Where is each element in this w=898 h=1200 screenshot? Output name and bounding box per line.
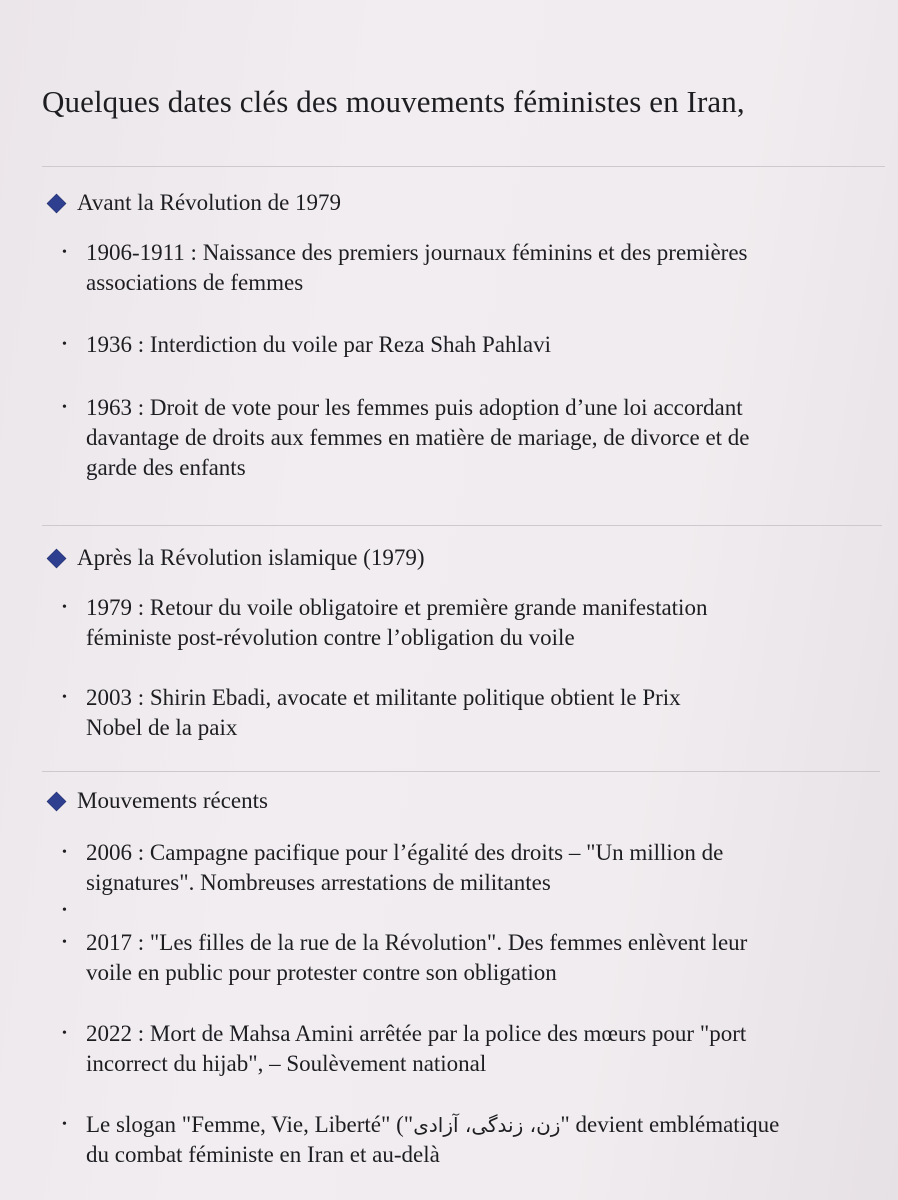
item-line: signatures". Nombreuses arrestations de militantes: [86, 870, 551, 895]
list-item: [62, 593, 707, 653]
item-line: incorrect du hijab", – Soulèvement national: [86, 1051, 487, 1076]
bullet-icon: •: [62, 1117, 67, 1132]
list-item: [62, 330, 551, 360]
bullet-icon: •: [62, 845, 67, 860]
list-item: [62, 683, 681, 743]
bullet-icon: •: [62, 400, 67, 415]
item-line: davantage de droits aux femmes en matière de mariage, de divorce et de: [86, 425, 750, 450]
item-line: 2022 : Mort de Mahsa Amini arrêtée par la police des mœurs pour "port: [86, 1021, 747, 1046]
item-line: 1936 : Interdiction du voile par Reza Shah Pahlavi: [86, 332, 551, 357]
bullet-icon: •: [62, 935, 67, 950]
diamond-bullet-icon: [47, 194, 65, 212]
section-heading-label: Avant la Révolution de 1979: [77, 190, 342, 215]
section-heading-label: Après la Révolution islamique (1979): [77, 545, 425, 570]
item-line: féministe post-révolution contre l’obligation du voile: [86, 625, 575, 650]
section-heading-label: Mouvements récents: [77, 788, 268, 813]
bullet-icon: •: [62, 337, 67, 352]
diamond-bullet-icon: [47, 792, 65, 810]
divider-section-1: [42, 525, 882, 526]
bullet-icon: •: [62, 690, 67, 705]
diamond-bullet-icon: [47, 549, 65, 567]
item-line: 1906-1911 : Naissance des premiers journaux féminins et des premières: [86, 240, 748, 265]
item-line: 2003 : Shirin Ebadi, avocate et militante politique obtient le Prix: [86, 685, 681, 710]
item-line: associations de femmes: [86, 270, 304, 295]
list-item: [62, 928, 747, 988]
bullet-icon: •: [62, 600, 67, 615]
list-item: [62, 1110, 779, 1170]
item-line: garde des enfants: [86, 455, 246, 480]
slogan-persian: زن، زندگی، آزادی: [413, 1113, 561, 1137]
item-line: 2006 : Campagne pacifique pour l’égalité des droits – "Un million de: [86, 840, 724, 865]
list-item: [62, 1019, 746, 1079]
page-title: Quelques dates clés des mouvements féministes en Iran,: [42, 84, 745, 119]
bullet-icon: •: [62, 245, 67, 260]
list-item: [62, 838, 723, 898]
item-line: voile en public pour protester contre son obligation: [86, 960, 557, 985]
slogan-text-start: Le slogan "Femme, Vie, Liberté" (": [86, 1112, 414, 1137]
item-line: 1979 : Retour du voile obligatoire et première grande manifestation: [86, 595, 708, 620]
divider-top: [42, 166, 885, 167]
item-line: [86, 1110, 779, 1140]
list-item: [62, 238, 748, 298]
bullet-icon: •: [62, 1026, 67, 1041]
section-heading-before-1979: [48, 190, 341, 216]
item-line: 2017 : "Les filles de la rue de la Révolution". Des femmes enlèvent leur: [86, 930, 748, 955]
slogan-text-end: " devient emblématique: [560, 1112, 780, 1137]
section-heading-recent: [48, 788, 268, 814]
bullet-icon: •: [62, 903, 67, 918]
item-line: 1963 : Droit de vote pour les femmes puis adoption d’une loi accordant: [86, 395, 743, 420]
item-line: du combat féministe en Iran et au-delà: [86, 1142, 440, 1167]
divider-section-2: [42, 771, 880, 772]
list-item: [62, 393, 750, 483]
section-heading-after-1979: [48, 545, 425, 571]
item-line: Nobel de la paix: [86, 715, 238, 740]
